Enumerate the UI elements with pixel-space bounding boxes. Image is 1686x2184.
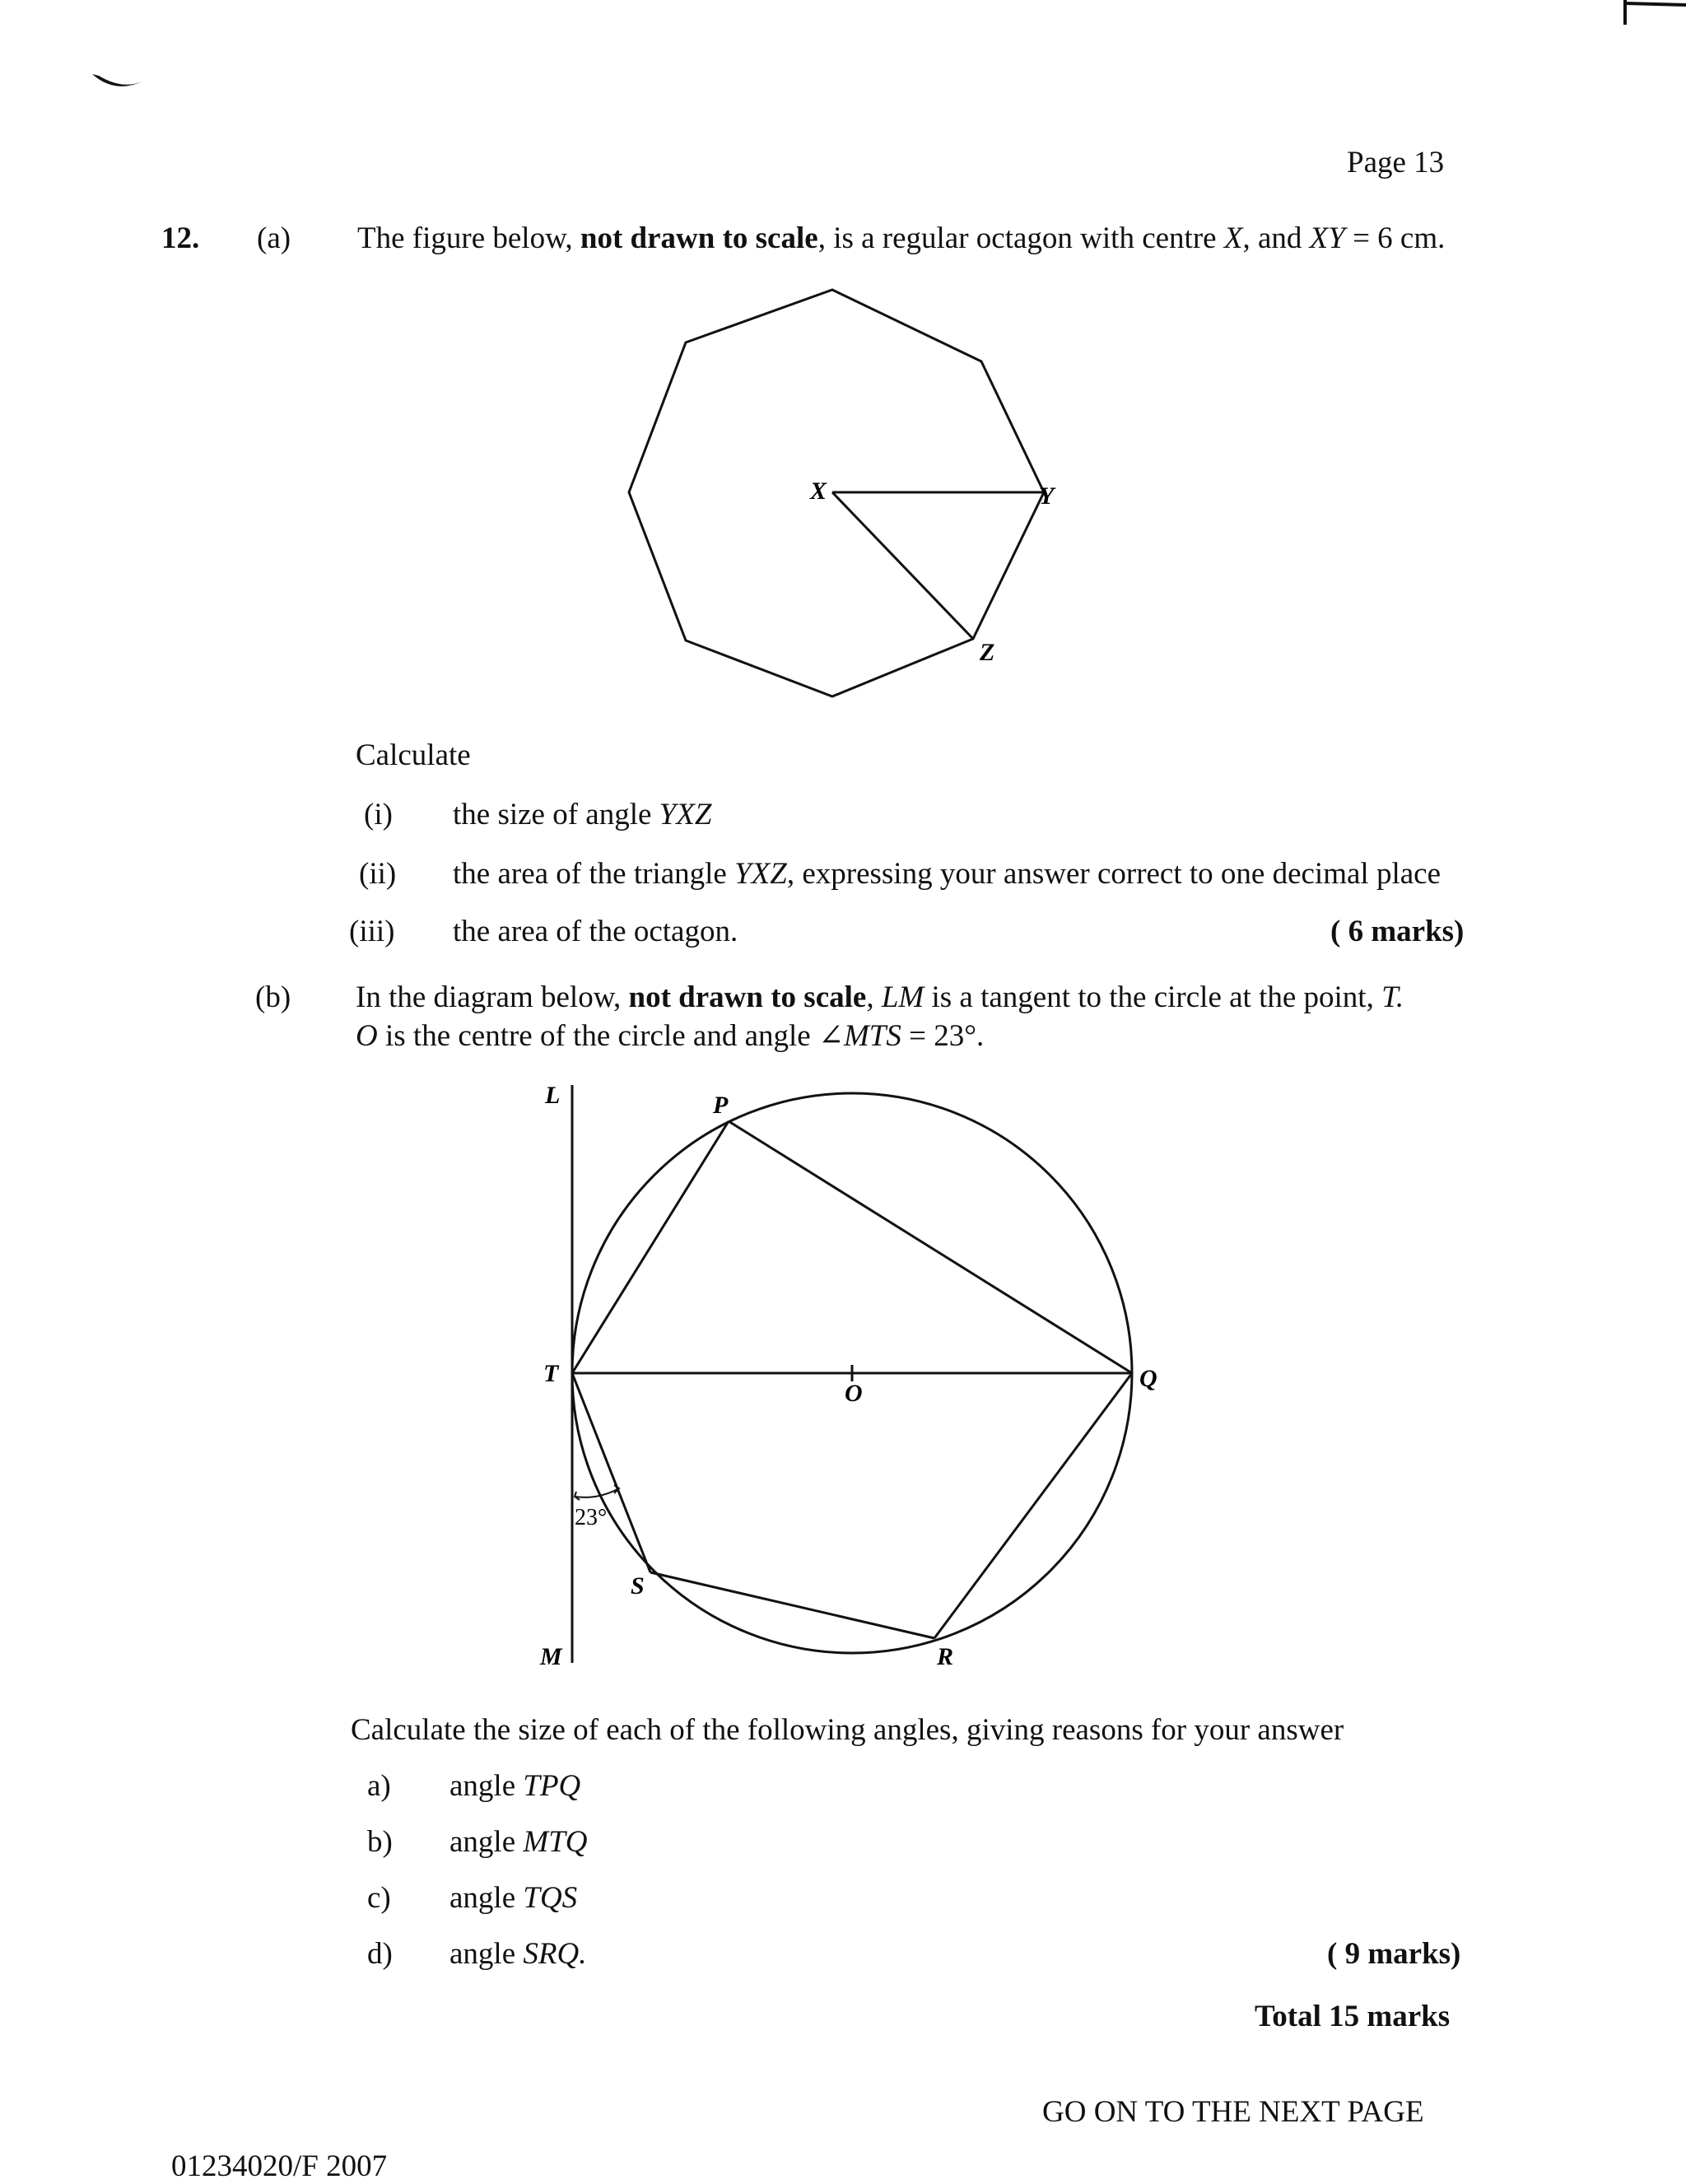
item-number: d) [367, 1937, 393, 1971]
part-b-intro-line2: O is the centre of the circle and angle ∠MTS = 23°. [356, 1019, 985, 1053]
scan-edge-mark [1614, 0, 1686, 41]
item-number: (ii) [359, 857, 397, 891]
page-number: Page 13 [1347, 146, 1445, 179]
part-a-intro: The figure below, not drawn to scale, is a regular octagon with centre X, and XY = 6 cm. [357, 221, 1446, 255]
label-p: P [713, 1092, 729, 1119]
segment-sr [650, 1572, 934, 1638]
circle-figure [527, 1070, 1169, 1679]
label-t: T [543, 1360, 559, 1387]
part-b-instruction: Calculate the size of each of the following angles, giving reasons for your answer [351, 1713, 1344, 1747]
item-text: the size of angle YXZ [453, 798, 712, 831]
label-m: M [540, 1643, 562, 1670]
item-number: b) [367, 1825, 393, 1859]
part-a-label: (a) [257, 221, 291, 255]
part-b-label: (b) [255, 980, 291, 1014]
item-text: the area of the octagon. [453, 915, 738, 948]
segment-ts [572, 1373, 650, 1572]
label-z: Z [980, 639, 995, 666]
item-text: the area of the triangle YXZ, expressing your answer correct to one decimal place [453, 857, 1441, 891]
item-text: angle MTQ [449, 1825, 588, 1859]
segment-pq [729, 1121, 1132, 1373]
octagon-figure [609, 280, 1070, 708]
label-x: X [810, 477, 827, 505]
label-o: O [845, 1380, 863, 1407]
part-a-marks: ( 6 marks) [1330, 915, 1465, 948]
item-text: angle SRQ. [449, 1937, 587, 1971]
scan-mark [82, 58, 156, 99]
item-number: (i) [364, 798, 393, 831]
segment-tp [572, 1121, 729, 1373]
paper-code: 01234020/F 2007 [171, 2149, 388, 2183]
label-r: R [937, 1643, 954, 1670]
calculate-heading: Calculate [356, 738, 471, 772]
angle-arrow-left [575, 1492, 580, 1500]
label-l: L [545, 1082, 561, 1109]
label-q: Q [1139, 1365, 1157, 1392]
item-text: angle TPQ [449, 1769, 581, 1803]
item-text: angle TQS [449, 1881, 578, 1915]
next-page-notice: GO ON TO THE NEXT PAGE [1042, 2095, 1424, 2129]
label-s: S [631, 1572, 645, 1600]
angle-23-label: 23° [575, 1505, 608, 1530]
segment-rq [934, 1373, 1132, 1638]
part-b-marks: ( 9 marks) [1327, 1937, 1461, 1971]
question-number: 12. [161, 221, 200, 255]
segment-xz [832, 492, 973, 639]
label-y: Y [1039, 482, 1055, 510]
item-number: c) [367, 1881, 391, 1915]
item-number: (iii) [349, 915, 395, 948]
item-number: a) [367, 1769, 391, 1803]
total-marks: Total 15 marks [1255, 2000, 1451, 2033]
part-b-intro-line1: In the diagram below, not drawn to scale, LM is a tangent to the circle at the point, T. [356, 980, 1404, 1014]
